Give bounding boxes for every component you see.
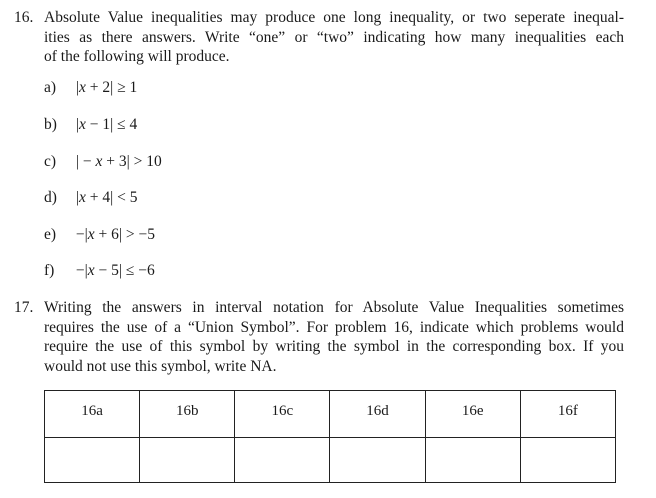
- problem-text-line: Absolute Value inequalities may produce one long inequality, or two seperate inequal-: [44, 9, 624, 26]
- answer-table-header-row: [45, 391, 616, 438]
- problem-number: 17.: [14, 299, 34, 316]
- answer-cell-16d[interactable]: [330, 438, 425, 483]
- answer-cell-16f[interactable]: [520, 438, 615, 483]
- problem-17: [0, 298, 656, 378]
- part-f: [44, 261, 155, 281]
- part-expression: |x − 1| ≤ 4: [75, 116, 138, 133]
- part-c: [44, 152, 162, 172]
- problem-16: [0, 8, 656, 68]
- answer-table: [44, 390, 616, 483]
- problem-text-line: requires the use of a “Union Symbol”. For problem 16, indicate which problems would: [44, 318, 624, 336]
- header-cell-16c: 16c: [235, 391, 330, 438]
- header-cell-16b: 16b: [140, 391, 235, 438]
- header-cell-16e: 16e: [425, 391, 520, 438]
- problem-text: [44, 298, 624, 376]
- answer-table-answer-row: [45, 438, 616, 483]
- answer-cell-16a[interactable]: [45, 438, 140, 483]
- problem-text-line: ities as there answers. Write “one” or “two” indicating how many inequalities each: [44, 28, 624, 46]
- part-expression: −|x − 5| ≤ −6: [75, 262, 155, 279]
- problem-text-line: of the following will produce.: [44, 48, 230, 65]
- part-d: [44, 188, 137, 208]
- problem-number: 16.: [14, 9, 34, 26]
- answer-cell-16b[interactable]: [140, 438, 235, 483]
- part-expression: | − x + 3| > 10: [75, 153, 162, 170]
- part-expression: |x + 4| < 5: [75, 189, 138, 206]
- header-cell-16a: 16a: [45, 391, 140, 438]
- part-expression: |x + 2| ≥ 1: [75, 79, 138, 96]
- part-e: [44, 225, 155, 245]
- part-expression: −|x + 6| > −5: [75, 226, 155, 243]
- problem-text-line: Writing the answers in interval notation for Absolute Value Inequalities sometimes: [44, 299, 624, 316]
- problem-text: [44, 8, 624, 67]
- part-a: [44, 78, 137, 98]
- header-cell-16d: 16d: [330, 391, 425, 438]
- answer-cell-16e[interactable]: [425, 438, 520, 483]
- answer-cell-16c[interactable]: [235, 438, 330, 483]
- header-cell-16f: 16f: [520, 391, 615, 438]
- part-label: f): [44, 262, 55, 279]
- part-label: b): [44, 116, 57, 133]
- problem-text-line: would not use this symbol, write NA.: [44, 357, 277, 375]
- part-label: d): [44, 189, 57, 206]
- part-b: [44, 115, 137, 135]
- problem-text-line: require the use of this symbol by writing the symbol in the corresponding box. If you: [44, 338, 624, 355]
- part-label: a): [44, 79, 57, 96]
- part-label: c): [44, 153, 57, 170]
- part-label: e): [44, 226, 57, 243]
